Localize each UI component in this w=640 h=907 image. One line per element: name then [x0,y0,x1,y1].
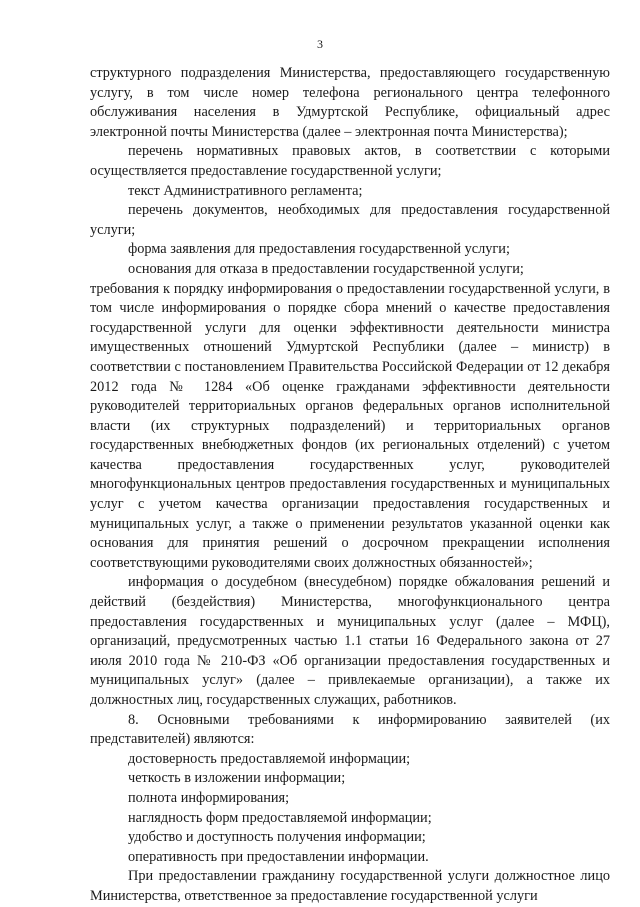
paragraph-appeal-procedure: информация о досудебном (внесудебном) порядке обжалования решений и действий (бездействия) Министерства, многофункционального центра предоставления государственных и муниципальных услуг (далее – МФЦ), организаций, предусмотренных частью 1.1 статьи 16 Федерального закона от 27 июля 2010 года № 210-ФЗ «Об организации предоставления государственных и муниципальных услуг» (далее – привлекаемые организации), а также их должностных лиц, государственных служащих, работников. [90,574,610,708]
paragraph-contact-info: структурного подразделения Министерства, предоставляющего государственную услугу, в том числе номер телефона регионального центра телефонного обслуживания населения в Удмуртской Республике, официальный адрес электронной почты Министерства (далее – электронная почта Министерства); [90,65,610,140]
list-item-reliability: достоверность предоставляемой информации; [128,750,411,767]
paragraph-service-provision: При предоставлении гражданину государственной услуги должностное лицо Министерства, ответственное за предоставление государственной услуги [90,868,610,904]
paragraph-section-8: 8. Основными требованиями к информированию заявителей (их представителей) являются: [90,711,610,748]
list-item-visibility: наглядность форм предоставляемой информации; [128,809,432,826]
list-item-legal-acts: перечень нормативных правовых актов, в соответствии с которыми осуществляется предоставление государственной услуги; [90,143,610,179]
list-item-refusal-grounds: основания для отказа в предоставлении государственной услуги; [128,260,524,277]
list-item-clarity: четкость в изложении информации; [128,770,346,787]
list-item-regulation-text: текст Административного регламента; [128,182,363,199]
paragraph-informing-requirements: требования к порядку информирования о предоставлении государственной услуги, в том числе информирования о порядке сбора мнений о качестве предоставления государственной услуги для оценки эффективности деятельности министра имущественных отношений Удмуртской Республики (далее – министр) в соответствии с постановлением Правительства Российской Федерации от 12 декабря 2012 года № 1284 «Об оценке гражданами эффективности деятельности руководителей территориальных органов федеральных органов исполнительной власти (их структурных подразделений) и территориальных органов государственных внебюджетных фондов (их региональных отделений) с учетом качества предоставления государственных услуг, руководителей многофункциональных центров предоставления государственных и муниципальных услуг с учетом качества организации предоставления государственных и муниципальных услуг, а также о применении результатов указанной оценки как основания для принятия решений о досрочном прекращении исполнения соответствующими руководителями своих должностных обязанностей»; [90,280,610,571]
document-body [90,64,610,907]
list-item-promptness: оперативность при предоставлении информации. [128,848,429,865]
page-number: 3 [317,37,323,51]
list-item-application-form: форма заявления для предоставления государственной услуги; [128,241,510,258]
list-item-completeness: полнота информирования; [128,789,290,806]
list-item-accessibility: удобство и доступность получения информации; [128,829,426,846]
list-item-documents: перечень документов, необходимых для предоставления государственной услуги; [90,202,610,238]
